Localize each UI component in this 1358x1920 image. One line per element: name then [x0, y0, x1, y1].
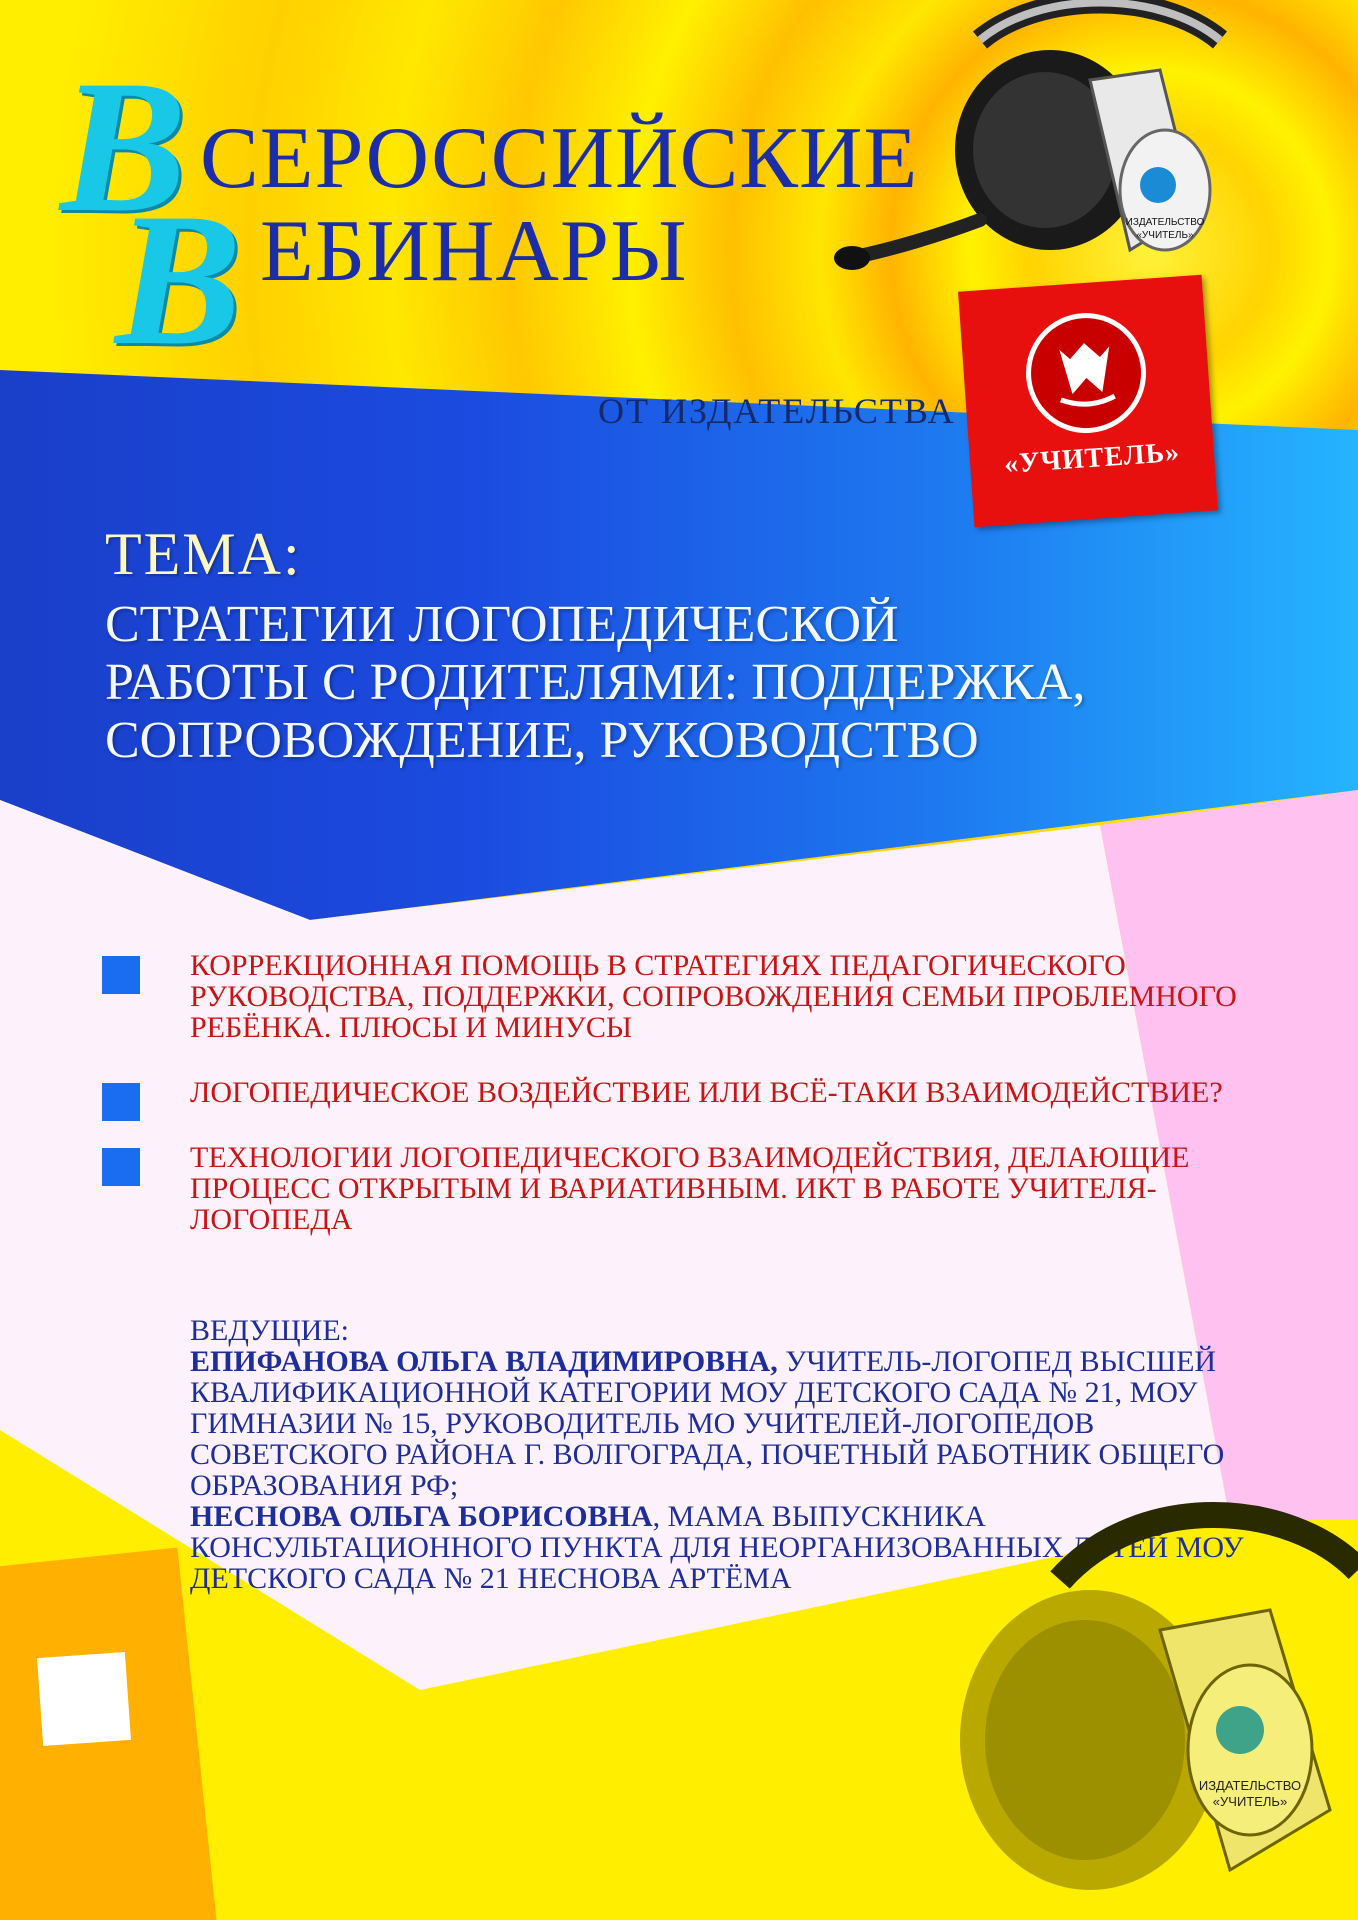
- headset-label-top: ИЗДАТЕЛЬСТВО: [1125, 217, 1205, 228]
- topic-title: [105, 596, 1325, 770]
- topic-bullet-list: [100, 950, 1250, 1269]
- bullet-square-icon: [102, 1148, 140, 1186]
- from-publisher-label: ОТ ИЗДАТЕЛЬСТВА: [598, 391, 956, 431]
- publisher-logo-text: «УЧИТЕЛЬ»: [1003, 436, 1181, 480]
- host-2-name: НЕСНОВА ОЛЬГА БОРИСОВНА: [190, 1500, 653, 1533]
- topic-title-line: РАБОТЫ С РОДИТЕЛЯМИ: ПОДДЕРЖКА,: [105, 654, 1086, 711]
- topic-title-line: СТРАТЕГИИ ЛОГОПЕДИЧЕСКОЙ: [105, 596, 899, 653]
- bullet-square-icon: [102, 956, 140, 994]
- title-initial-2: В: [115, 175, 242, 385]
- host-1-name: ЕПИФАНОВА ОЛЬГА ВЛАДИМИРОВНА,: [190, 1345, 778, 1378]
- title-line-2: ЕБИНАРЫ: [260, 203, 688, 300]
- host-1-description: УЧИТЕЛЬ-ЛОГОПЕД ВЫСШЕЙ КВАЛИФИКАЦИОННОЙ КАТЕГОРИИ МОУ ДЕТСКОГО САДА № 21, МОУ ГИМНАЗИИ № 15, РУКОВОДИТЕЛЬ МО УЧИТЕЛЕЙ-ЛОГОПЕДОВ СОВЕТСКОГО РАЙОНА Г. ВОЛГОГРАДА, ПОЧЕТНЫЙ РАБОТНИК ОБЩЕГО ОБРАЗОВАНИЯ РФ;: [190, 1345, 1225, 1502]
- topic-title-line: СОПРОВОЖДЕНИЕ, РУКОВОДСТВО: [105, 712, 979, 769]
- decor-white-square: [37, 1652, 131, 1746]
- host-2-description: , МАМА ВЫПУСКНИКА КОНСУЛЬТАЦИОННОГО ПУНКТА ДЛЯ НЕОРГАНИЗОВАННЫХ ДЕТЕЙ МОУ ДЕТСКОГО САДА № 21 НЕСНОВА АРТЁМА: [190, 1500, 1244, 1595]
- list-item: [100, 950, 1250, 1043]
- publisher-logo-icon: [1022, 309, 1150, 437]
- list-item: [100, 1142, 1250, 1235]
- headset-label-bottom: «УЧИТЕЛЬ»: [1136, 230, 1194, 241]
- headset-label-bottom: «УЧИТЕЛЬ»: [1212, 1794, 1288, 1809]
- bullet-text: ТЕХНОЛОГИИ ЛОГОПЕДИЧЕСКОГО ВЗАИМОДЕЙСТВИЯ, ДЕЛАЮЩИЕ ПРОЦЕСС ОТКРЫТЫМ И ВАРИАТИВНЫМ. ИКТ В РАБОТЕ УЧИТЕЛЯ-ЛОГОПЕДА: [190, 1141, 1190, 1236]
- list-item: [100, 1077, 1250, 1108]
- bullet-text: ЛОГОПЕДИЧЕСКОЕ ВОЗДЕЙСТВИЕ ИЛИ ВСЁ-ТАКИ ВЗАИМОДЕЙСТВИЕ?: [190, 1076, 1223, 1109]
- hosts-label: ВЕДУЩИЕ:: [190, 1314, 349, 1347]
- bullet-square-icon: [102, 1083, 140, 1121]
- bullet-text: КОРРЕКЦИОННАЯ ПОМОЩЬ В СТРАТЕГИЯХ ПЕДАГОГИЧЕСКОГО РУКОВОДСТВА, ПОДДЕРЖКИ, СОПРОВОЖДЕНИЯ СЕМЬИ ПРОБЛЕМНОГО РЕБЁНКА. ПЛЮСЫ И МИНУСЫ: [190, 949, 1237, 1044]
- headset-label-top: ИЗДАТЕЛЬСТВО: [1198, 1778, 1302, 1793]
- topic-label: ТЕМА:: [105, 521, 302, 587]
- headset-icon: [890, 1490, 1358, 1920]
- title-line-1: СЕРОССИЙСКИЕ: [200, 110, 919, 207]
- title-initial-1: В: [60, 42, 187, 252]
- host-1: [190, 1346, 1260, 1501]
- publisher-logo: [958, 275, 1218, 527]
